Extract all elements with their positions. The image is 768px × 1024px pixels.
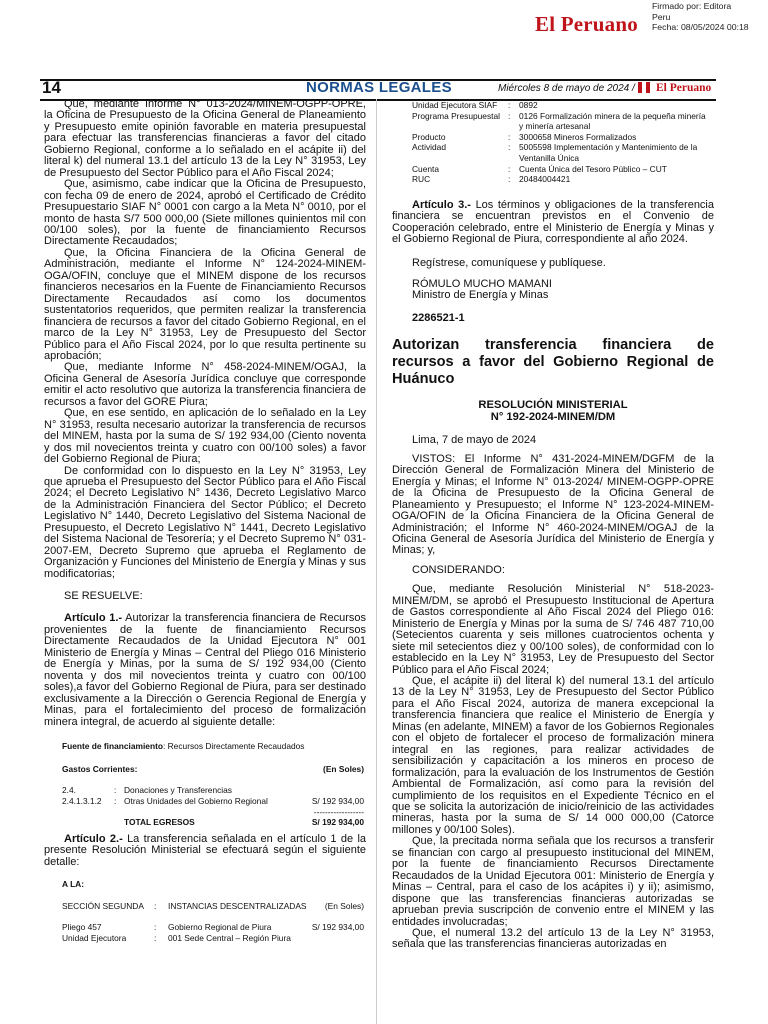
- signature-line: Firmado por: Editora: [652, 1, 732, 11]
- account-rows: [412, 100, 712, 185]
- page-number: 14: [42, 78, 61, 97]
- transfer-key: Pliego 457: [62, 922, 102, 933]
- el-peruano-logo: El Peruano: [535, 12, 638, 36]
- paragraph: Que, el numeral 13.2 del artículo 13 de la Ley N° 31953, señala que las transferencias financieras autorizadas en: [392, 926, 714, 951]
- article-2: [44, 834, 366, 868]
- transfer-sep: :: [154, 900, 157, 911]
- se-resuelve: SE RESUELVE:: [64, 590, 143, 603]
- paragraph: De conformidad con lo dispuesto en la Ley N° 31953, Ley que aprueba el Presupuesto del Sector Público para el Año Fiscal 2024; el Decreto Legislativo N° 1436, Decreto Legislativo Marco de la Administración Financiera del Sector Público; el Decreto Legislativo N° 1440, Decreto Legislativo del Sistema Nacional de Presupuesto, el Decreto Legislativo N° 1441, Decreto Legislativo del Sistema Nacional de Tesorería; y el Decreto Supremo N° 031-2007-EM, Decreto Supremo que aprueba el Reglamento de Organización y Funciones del Ministerio de Energía y Minas y sus modificatorias;: [44, 464, 366, 580]
- account-table: [412, 100, 712, 185]
- budget-code: 2.4.: [62, 785, 76, 796]
- table-row: [412, 142, 712, 163]
- rm-line2: N° 192-2024-MINEM/DM: [490, 411, 616, 424]
- gastos-label: Gastos Corrientes:: [62, 763, 138, 774]
- paragraph: Que, en ese sentido, en aplicación de lo señalado en la Ley N° 31953, resulta necesario autorizar la transferencia de recursos del MINEM, hasta por la suma de S/ 192 934,00 (Ciento noventa y dos mil novecientos treinta y cuatro con 00/100 soles) a favor del Gobierno Regional de Piura;: [44, 407, 366, 466]
- transfer-sep: :: [154, 933, 157, 944]
- table-row: [412, 100, 712, 111]
- account-key: Unidad Ejecutora SIAF: [412, 100, 498, 110]
- funding-source-label: Fuente de financiamiento: [62, 741, 163, 752]
- budget-code: 2.4.1.3.1.2: [62, 796, 102, 807]
- table-row: [62, 796, 364, 807]
- budget-amount: S/ 192 934,00: [311, 796, 364, 807]
- account-sep: :: [508, 142, 511, 153]
- article-3-text: Los términos y obligaciones de la transferencia financiera se encuentran previstos en el Convenio de Cooperación celebrado, entre el Ministerio de Energía y Minas y el Gobierno Regional de Piura, correspondiente al año 2024.: [392, 198, 714, 246]
- account-key: Cuenta: [412, 163, 440, 174]
- registrese: Regístrese, comuníquese y publíquese.: [412, 256, 606, 269]
- paragraph: Que, asimismo, cabe indicar que la Oficina de Presupuesto, con fecha 09 de enero de 2024, aprobó el Certificado de Crédito Presupuestario SIAF N° 0001 con cargo a la Meta N° 0010, por el monto de hasta S/7 500 000,00 (Siete millones quinientos mil con 00/100 soles), por la fuente de financiamiento Recursos Directamente Recaudados;: [44, 178, 366, 248]
- gastos-row: [62, 764, 364, 775]
- article-2-text: La transferencia señalada en el artículo 1 de la presente Resolución Ministerial se efectuará según el siguiente detalle:: [44, 832, 367, 868]
- account-value: 5005598 Implementación y Mantenimiento de la Ventanilla Única: [519, 142, 698, 163]
- account-value: 0892: [519, 100, 538, 110]
- table-row: [62, 922, 364, 933]
- paragraph: Que, mediante Informe N° 458-2024-MINEM/OGAJ, la Oficina General de Asesoría Jurídica concluye que corresponde emitir el acto resolutivo que autoriza la transferencia financiera de recursos a favor del GORE Piura;: [44, 361, 366, 408]
- transfer-amount: (En Soles): [324, 900, 364, 911]
- budget-table: [62, 741, 364, 828]
- table-row: [62, 901, 364, 923]
- transfer-key: Unidad Ejecutora: [62, 933, 127, 944]
- table-row: [62, 933, 364, 944]
- account-sep: :: [508, 110, 511, 121]
- article-1: [44, 613, 366, 728]
- article-3: [392, 200, 714, 246]
- section-title: NORMAS LEGALES: [306, 79, 452, 96]
- article-1-text: Autorizar la transferencia financiera de Recursos provenientes de la fuente de financiamiento Recursos Directamente Recaudados de la Unidad Ejecutora N° 001 Ministerio de Energía y Minas – Central del Pliego 016 Ministerio de Energía y Minas, por la suma de S/ 192 934,00 (Ciento noventa y dos mil novecientos treinta y cuatro con 00/100 soles),a favor del Gobierno Regional de Piura, para ser destinado exclusivamente a la Dirección o Gerencia Regional de Energía y Minas, para el fortalecimiento del proceso de formalización minera integral, de acuerdo al siguiente detalle:: [44, 612, 366, 728]
- budget-desc: Otras Unidades del Gobierno Regional: [124, 796, 268, 807]
- budget-rows: [62, 785, 364, 827]
- total-label: TOTAL EGRESOS: [124, 817, 195, 828]
- account-sep: :: [508, 163, 511, 174]
- account-sep: :: [508, 100, 511, 110]
- paragraph: Que, la precitada norma señala que los recursos a transferir se financian con cargo al presupuesto institucional del MINEM, por la fuente de financiamiento Recursos Directamente Recaudados de la Unidad Ejecutora 001: Ministerio de Energía y Minas – Central, para el caso de los acápites i) y ii); asimismo, dispone que las transferencias financieras autorizadas se aprueban previa suscripción de convenio entre el MINEM y las entidades involucradas;: [392, 835, 714, 928]
- account-value: 3000658 Mineros Formalizados: [519, 131, 637, 142]
- place-date: Lima, 7 de mayo de 2024: [412, 434, 537, 447]
- transfer-value: INSTANCIAS DESCENTRALIZADAS: [168, 900, 307, 911]
- account-sep: :: [508, 174, 511, 185]
- header-date: Miércoles 8 de mayo de 2024 /: [498, 83, 635, 94]
- account-key: RUC: [412, 174, 431, 185]
- signer-role: Ministro de Energía y Minas: [412, 289, 549, 302]
- considerando: CONSIDERANDO:: [412, 563, 505, 576]
- peru-flag-icon: [638, 82, 650, 93]
- header-brand: El Peruano: [656, 82, 712, 94]
- account-key: Producto: [412, 131, 446, 142]
- article-1-label: Artículo 1.-: [64, 612, 123, 625]
- a-la-label: A LA:: [62, 879, 85, 890]
- total-amount: S/ 192 934,00: [311, 817, 364, 828]
- transfer-table: [62, 879, 364, 943]
- budget-sep: :: [114, 796, 117, 807]
- table-row: [412, 164, 712, 175]
- paragraph: Que, el acápite ii) del literal k) del numeral 13.1 del artículo 13 de la Ley N° 31953, Ley de Presupuesto del Sector Público para el Año Fiscal 2024, autoriza de manera excepcional la transferencia financiera que realice el Ministerio de Energía y Minas (en adelante, MINEM) a favor de los Gobiernos Regionales con el objeto de fortalecer el proceso de formalización minera integral en las regiones, para realizar actividades de sensibilización y capacitación a los mineros en proceso de formalización, para la evaluación de los Instrumentos de Gestión Ambiental de Formalización, así como para la revisión del cumplimiento de los requisitos en el Expediente Técnico en el que se solicita la autorización de inicio/reinicio de las actividades mineras, hasta por la suma de S/ 14 000 000,00 (Catorce millones y 00/100 Soles).: [392, 674, 714, 836]
- transfer-value: Gobierno Regional de Piura: [168, 922, 272, 933]
- paragraph: Que, la Oficina Financiera de la Oficina General de Administración, mediante el Informe N° 124-2024-MINEM-OGA/OFIN, concluye que el MINEM dispone de los recursos financieros necesarios en la Fuente de Financiamiento Recursos Directamente Recaudados así como los documentos sustentatorios requeridos, que permiten realizar la transferencia financiera de recursos a favor del citado Gobierno Regional, en el marco de la Ley N° 31953, Ley de Presupuesto del Sector Público para el Año Fiscal 2024, por lo que resulta pertinente su aprobación;: [44, 246, 366, 362]
- table-row: [412, 111, 712, 132]
- account-value: Cuenta Única del Tesoro Público – CUT: [519, 163, 667, 174]
- digital-signature: [652, 1, 749, 33]
- transfer-sep: :: [154, 922, 157, 933]
- table-row: [412, 132, 712, 143]
- right-column: [392, 100, 714, 951]
- signature-line: Fecha: 08/05/2024 00:18: [652, 22, 749, 32]
- funding-source-value: : Recursos Directamente Recaudados: [162, 741, 305, 752]
- signer-name: RÓMULO MUCHO MAMANI: [412, 278, 552, 291]
- account-value: 0126 Formalización minera de la pequeña minería y minería artesanal: [519, 110, 706, 132]
- rm-line1: RESOLUCIÓN MINISTERIAL: [478, 399, 628, 412]
- budget-sep: :: [114, 785, 117, 796]
- budget-desc: Donaciones y Transferencias: [124, 785, 232, 796]
- budget-amount: [292, 785, 364, 796]
- dash-line: ------------------: [313, 806, 364, 817]
- article-title: Autorizan transferencia financiera de recursos a favor del Gobierno Regional de Huánuco: [392, 337, 714, 388]
- account-value: 20484004421: [519, 174, 571, 185]
- account-sep: :: [508, 131, 511, 142]
- vistos: VISTOS: El Informe N° 431-2024-MINEM/DGFM de la Dirección General de Formalización Minera del Ministerio de Energía y Minas; el Informe N° 013-2024/ MINEM-OGPP-OPRE de la Oficina de Presupuesto de la Oficina General de Planeamiento y Presupuesto; el Informe N° 123-2024-MINEM-OGA/OFIN de la Oficina Financiera de la Oficina General de Administración; el Informe N° 460-2024-MINEM/OGAJ de la Oficina General de Asesoría Jurídica del Ministerio de Energía y Minas; y,: [392, 452, 714, 557]
- signature-line: Peru: [652, 11, 671, 22]
- table-row: [62, 785, 364, 796]
- account-key: Actividad: [412, 142, 446, 153]
- transfer-key: SECCIÓN SEGUNDA: [62, 900, 144, 911]
- funding-source-row: [62, 741, 364, 752]
- publication-code: 2286521-1: [412, 311, 465, 324]
- table-row: [62, 817, 364, 828]
- paragraph: Que, mediante Informe N° 013-2024/MINEM-OGPP-OPRE, la Oficina de Presupuesto de la Oficina General de Planeamiento y Presupuesto emite opinión favorable en materia presupuestal para efectuar las transferencias financieras a favor del citado Gobierno Regional, conforme a lo señalado en el acápite ii) del literal k) del numeral 13.1 del artículo 13 de la Ley N° 31953, Ley de Presupuesto del Sector Público para el Año Fiscal 2024;: [44, 98, 366, 179]
- transfer-rows: [62, 901, 364, 944]
- transfer-value: 001 Sede Central – Región Piura: [168, 933, 291, 944]
- article-2-label: Artículo 2.-: [64, 832, 123, 845]
- left-column: [44, 99, 366, 944]
- transfer-amount: [310, 933, 364, 944]
- table-row: [62, 807, 364, 818]
- transfer-amount: S/ 192 934,00: [311, 922, 364, 933]
- table-row: [412, 174, 712, 185]
- paragraph: Que, mediante Resolución Ministerial N° 518-2023-MINEM/DM, se aprobó el Presupuesto Institucional de Apertura de Gastos correspondiente al Año Fiscal 2024 del Pliego 016: Ministerio de Energía y Minas por la suma de S/ 746 487 710,00 (Setecientos cuarenta y seis millones cuatrocientos ochenta y siete mil setecientos diez y 00/100 soles), de conformidad con lo establecido en la Ley N° 31953, Ley de Presupuesto del Sector Público para el Año Fiscal 2024;: [392, 583, 714, 676]
- article-3-label: Artículo 3.-: [412, 198, 471, 211]
- account-key: Programa Presupuestal: [412, 110, 500, 121]
- column-divider: [376, 99, 377, 1024]
- en-soles-label: (En Soles): [323, 763, 364, 774]
